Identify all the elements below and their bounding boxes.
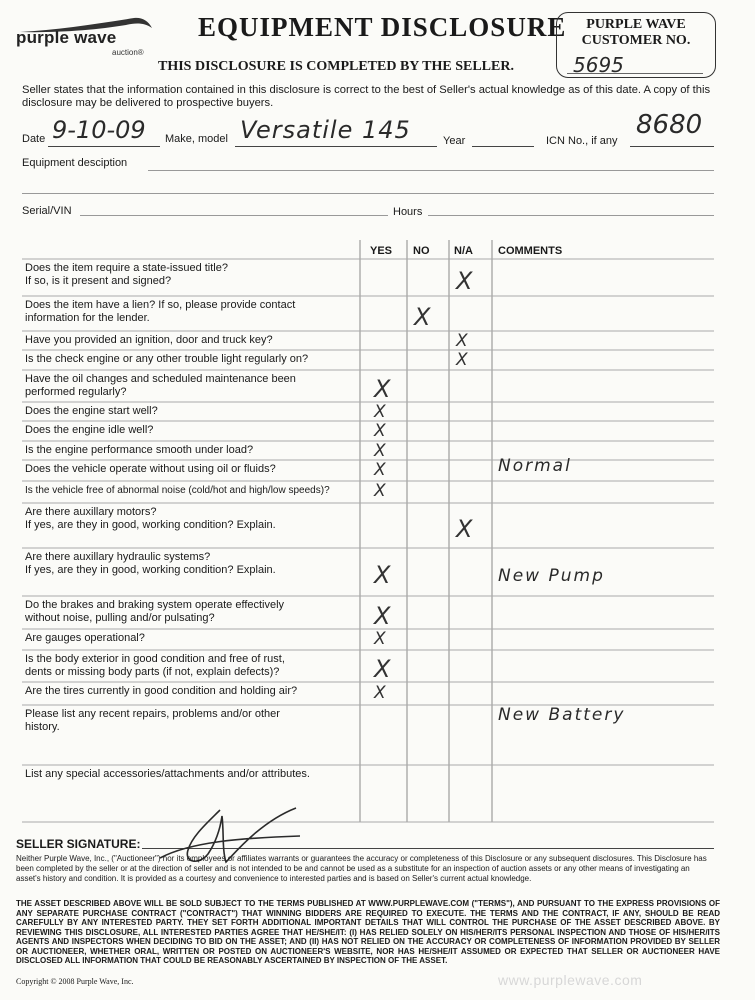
yes-checkbox[interactable] [360,331,407,350]
yes-checkbox[interactable] [360,629,407,650]
no-checkbox[interactable] [407,650,449,682]
question-text: Does the item have a lien? If so, please provide contact information for the lender. [25,299,296,324]
yes-checkbox[interactable] [360,441,407,460]
yes-checkbox[interactable] [360,596,407,629]
no-checkbox[interactable] [407,259,449,296]
no-checkbox[interactable] [407,503,449,548]
question-text: Is the body exterior in good condition and free of rust, dents or missing body parts (if not, explain defects)? [25,653,285,678]
yes-checkbox[interactable] [360,765,407,822]
na-checkbox[interactable] [449,421,492,441]
no-checkbox[interactable] [407,402,449,421]
icn-label: ICN No., if any [546,135,618,147]
yes-checkbox[interactable] [360,259,407,296]
icn-field[interactable]: 8680 [636,110,703,140]
no-checkbox[interactable] [407,765,449,822]
na-checkbox[interactable] [449,682,492,705]
icn-underline [630,146,714,147]
yes-checkbox[interactable] [360,548,407,596]
comment-field[interactable]: New Battery [498,705,626,725]
na-checkbox[interactable] [449,296,492,331]
no-checkbox[interactable] [407,331,449,350]
na-checkbox[interactable] [449,629,492,650]
website-watermark: www.purplewave.com [498,972,643,988]
x-mark: X [374,682,386,703]
na-checkbox[interactable] [449,650,492,682]
question-text: Is the vehicle free of abnormal noise (cold/hot and high/low speeds)? [25,485,330,496]
x-mark: X [374,375,391,403]
x-mark: X [374,561,391,589]
date-label: Date [22,133,46,145]
make-model-underline [235,146,437,147]
x-mark: X [374,629,386,649]
na-checkbox[interactable] [449,402,492,421]
question-text: Is the engine performance smooth under load? [25,444,254,456]
serial-vin-field[interactable] [80,215,388,216]
yes-checkbox[interactable] [360,402,407,421]
yes-checkbox[interactable] [360,682,407,705]
na-checkbox[interactable] [449,350,492,370]
x-mark: X [374,421,386,441]
comments-column-header: COMMENTS [498,245,563,257]
no-column-header: NO [413,245,430,257]
hours-label: Hours [393,206,423,218]
question-text: Have you provided an ignition, door and truck key? [25,334,273,346]
na-checkbox[interactable] [449,331,492,350]
yes-checkbox[interactable] [360,350,407,370]
yes-checkbox[interactable] [360,421,407,441]
question-text: Are there auxillary hydraulic systems? If yes, are they in good, working condition? Explain. [25,551,276,576]
x-mark: X [456,514,473,543]
question-text: Are gauges operational? [25,632,145,644]
disclaimer-text: Neither Purple Wave, Inc., ("Auctioneer") nor its employees or affiliates warrants or guarantees the accuracy or completeness of this Disclosure or any subsequent disclosures. This Disclosure has been completed by the seller or at the direction of seller and is not intended to be and cannot be used as a substitute for an inspection of auction assets or any other means of investigating an asset's history and condition. It is provided as a courtesy and convenience to interested parties and is based on Seller's current actual knowledge. [16,854,707,883]
no-checkbox[interactable] [407,441,449,460]
no-checkbox[interactable] [407,548,449,596]
no-checkbox[interactable] [407,460,449,481]
no-checkbox[interactable] [407,296,449,331]
question-text: Do the brakes and braking system operate effectively without noise, pulling and/or pulsating? [25,599,285,624]
no-checkbox[interactable] [407,481,449,503]
na-checkbox[interactable] [449,596,492,629]
hours-field[interactable] [428,215,714,216]
yes-checkbox[interactable] [360,650,407,682]
na-checkbox[interactable] [449,548,492,596]
no-checkbox[interactable] [407,596,449,629]
equipment-description-line-2 [22,193,714,194]
year-field[interactable] [472,146,534,147]
no-checkbox[interactable] [407,705,449,765]
question-text: Are there auxillary motors? If yes, are they in good, working condition? Explain. [25,506,276,531]
na-checkbox[interactable] [449,765,492,822]
question-text: Does the engine start well? [25,405,158,417]
na-checkbox[interactable] [449,460,492,481]
comment-field[interactable]: Normal [498,456,572,476]
x-mark: X [374,441,386,461]
na-checkbox[interactable] [449,370,492,402]
yes-checkbox[interactable] [360,481,407,503]
purple-wave-logo [16,14,166,58]
make-model-label: Make, model [165,133,228,145]
logo-sub-text: auction® [112,48,144,57]
x-mark: X [456,331,468,351]
question-text: Is the check engine or any other trouble light regularly on? [25,353,309,365]
question-text: Does the item require a state-issued title? If so, is it present and signed? [25,262,228,287]
year-label: Year [443,135,466,147]
date-field[interactable]: 9-10-09 [52,116,146,144]
equipment-description-field[interactable] [148,170,714,171]
yes-column-header: YES [370,245,393,257]
logo-brand-text: purple wave [16,28,117,47]
serial-vin-label: Serial/VIN [22,205,72,217]
na-checkbox[interactable] [449,441,492,460]
no-checkbox[interactable] [407,629,449,650]
yes-checkbox[interactable] [360,296,407,331]
na-column-header: N/A [454,245,473,257]
question-text: Please list any recent repairs, problems and/or other history. [25,708,280,733]
no-checkbox[interactable] [407,370,449,402]
question-text: Does the engine idle well? [25,424,154,436]
date-underline [48,146,160,147]
no-checkbox[interactable] [407,682,449,705]
x-mark: X [374,402,386,422]
yes-checkbox[interactable] [360,705,407,765]
yes-checkbox[interactable] [360,370,407,402]
customer-number-value[interactable]: 5695 [573,53,624,77]
comment-field[interactable]: New Pump [498,566,605,586]
seller-signature-label: SELLER SIGNATURE: [16,837,141,851]
x-mark: X [374,481,386,501]
x-mark: X [414,302,431,331]
no-checkbox[interactable] [407,350,449,370]
make-model-field[interactable]: Versatile 145 [240,116,411,144]
na-checkbox[interactable] [449,259,492,296]
x-mark: X [374,460,386,480]
x-mark: X [456,350,468,370]
x-mark: X [456,266,473,295]
question-text: Have the oil changes and scheduled maintenance been performed regularly? [25,373,296,398]
customer-number-line [567,73,703,74]
x-mark: X [374,601,391,630]
question-text: Are the tires currently in good condition and holding air? [25,685,298,697]
na-checkbox[interactable] [449,503,492,548]
customer-number-box [556,12,716,78]
question-text: Does the vehicle operate without using oil or fluids? [25,463,276,475]
equipment-description-label: Equipment desciption [22,157,128,169]
na-checkbox[interactable] [449,481,492,503]
document-title: EQUIPMENT DISCLOSURE [198,12,567,42]
terms-text: THE ASSET DESCRIBED ABOVE WILL BE SOLD SUBJECT TO THE TERMS PUBLISHED AT WWW.PURPLEWAVE.COM ("TERMS"), AND PURSUANT TO THE EXPRESS PROVISIONS OF ANY SEPARATE PURCHASE CONTRACT ("CONTRACT") THAT WINNING BIDDERS ARE REQUIRED TO EXECUTE. THE TERMS AND THE CONTRACT, IF ANY, SHOULD BE READ CAREFULLY BY ANY INTERESTED PARTY. THEY SET FORTH ADDITIONAL IMPORTANT DETAILS THAT WILL CONTROL THE PURCHASE OF THE ASSET DESCRIBED ABOVE. BY REVIEWING THIS DISCLOSURE, ALL INTERESTED PARTIES AGREE THAT HE/SHE/IT: (I) HAS RELIED SOLELY ON HIS/HER/ITS PERSONAL INSPECTION AND THOSE OF HIS/HER/ITS AGENTS AND INSPECTORS WHEN DECIDING TO BID ON THE ASSET; AND (II) HAS NOT RELIED ON THE ACCURACY OR COMPLETENESS OF INFORMATION PROVIDED BY SELLER OR AUCTIONEER, WHETHER ORAL, WRITTEN OR POSTED ON AUCTIONEER'S WEBSITE, NOR HAS HE/SHE/IT ASSUMED OR EXPECTED THAT SELLER OR AUCTIONEER HAVE DISCLOSED ALL INFORMATION THAT COULD BE REASONABLY ASCERTAINED BY INSPECTION OF THE ASSET. [16,899,720,965]
question-text: List any special accessories/attachments and/or attributes. [25,768,310,780]
yes-checkbox[interactable] [360,503,407,548]
copyright-text: Copyright © 2008 Purple Wave, Inc. [16,977,134,986]
x-mark: X [374,655,391,683]
customer-number-label: PURPLE WAVE CUSTOMER NO. [581,17,691,48]
yes-checkbox[interactable] [360,460,407,481]
document-subtitle: THIS DISCLOSURE IS COMPLETED BY THE SELLER. [158,59,514,74]
no-checkbox[interactable] [407,421,449,441]
intro-statement: Seller states that the information contained in this disclosure is correct to the best of Seller's actual knowledge as of this date. A copy of this disclosure may be delivered to prospective buyers. [22,84,711,109]
na-checkbox[interactable] [449,705,492,765]
